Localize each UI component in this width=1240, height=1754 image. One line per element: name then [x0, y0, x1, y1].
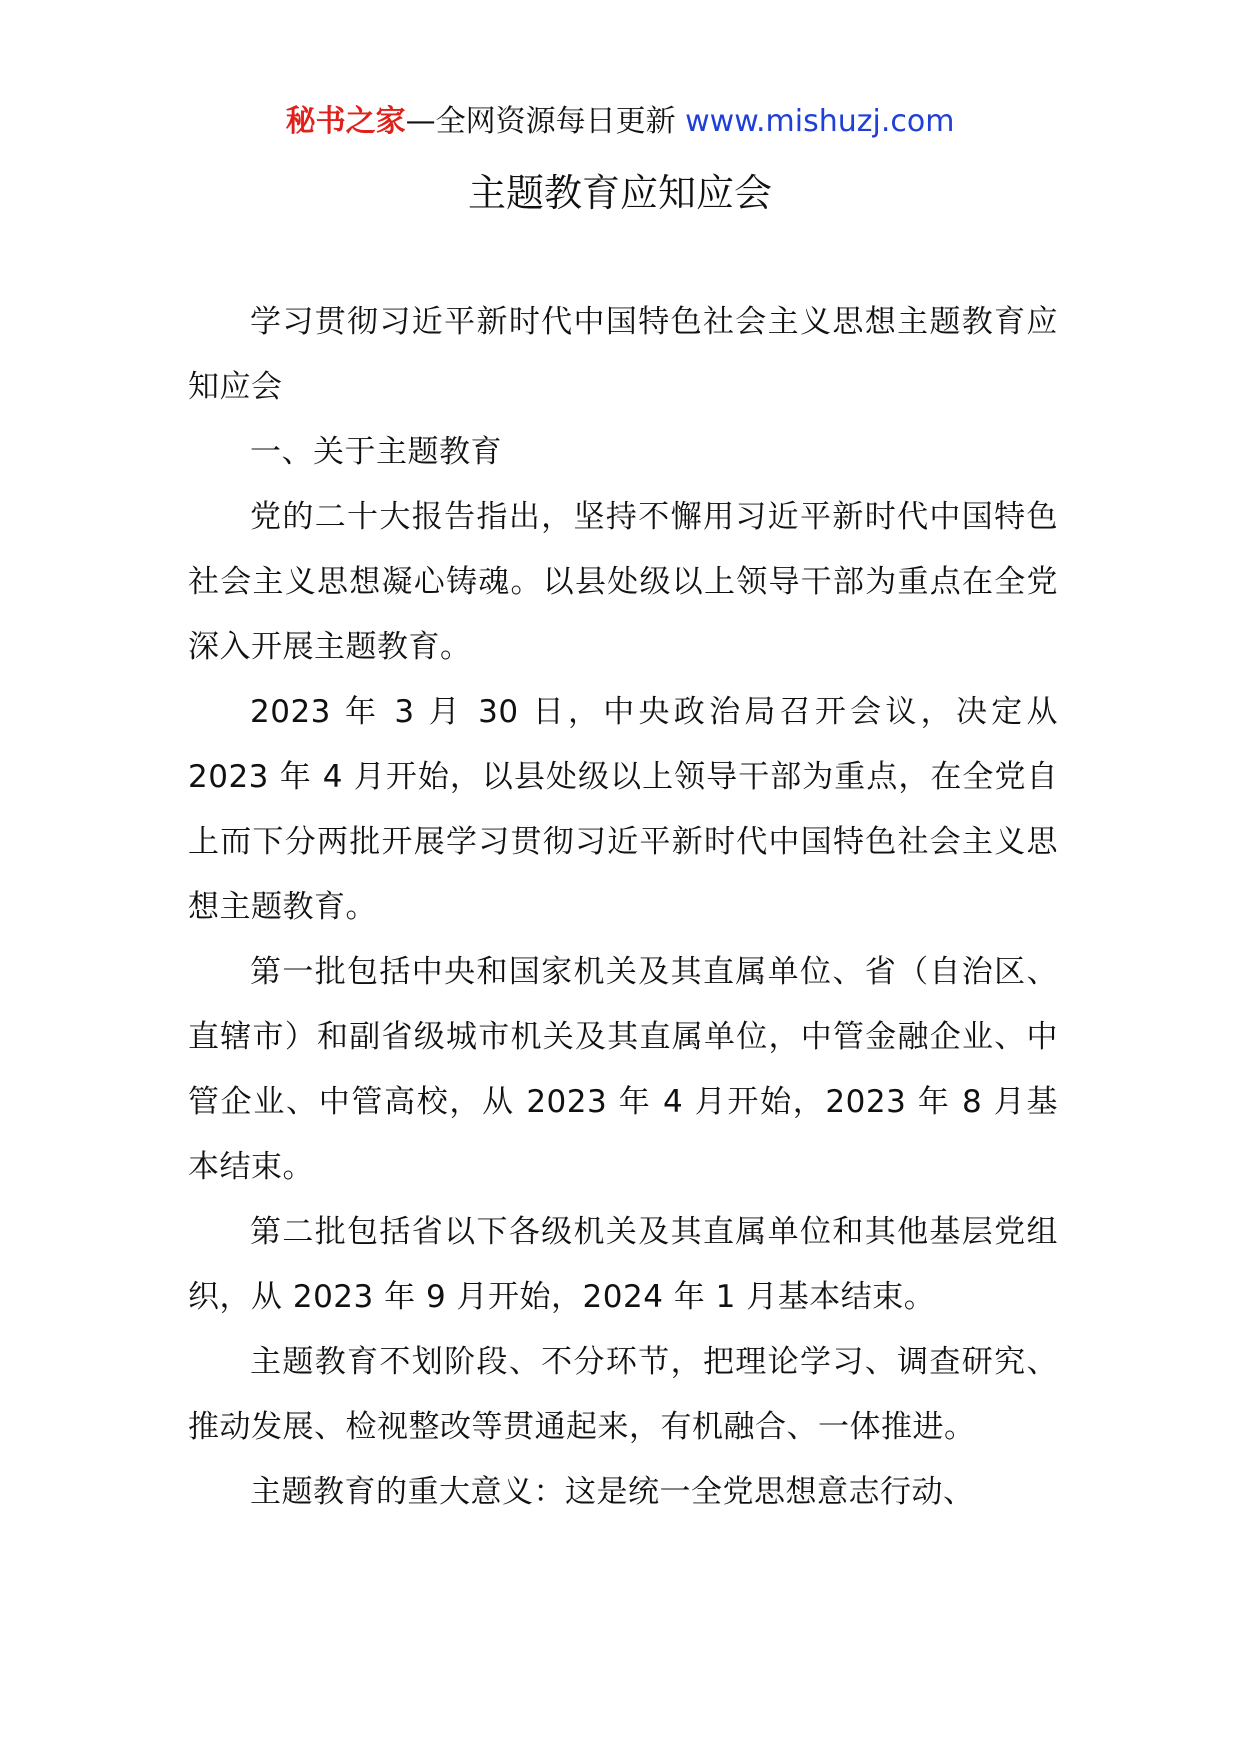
brand-name: 秘书之家	[285, 104, 406, 139]
paragraph: 主题教育的重大意义：这是统一全党思想意志行动、	[250, 1474, 975, 1510]
site-url-link[interactable]: www.mishuzj.com	[685, 104, 955, 139]
header-slogan: —全网资源每日更新	[405, 104, 686, 139]
site-header	[0, 100, 1240, 144]
document-body	[188, 290, 1058, 1525]
section-heading: 一、关于主题教育	[250, 434, 502, 470]
paragraph: 党的二十大报告指出，坚持不懈用习近平新时代中国特色社会主义思想凝心铸魂。以县处级以上领导干部为重点在全党深入开展主题教育。	[188, 499, 1058, 665]
paragraph: 主题教育不划阶段、不分环节，把理论学习、调查研究、推动发展、检视整改等贯通起来，有机融合、一体推进。	[188, 1344, 1058, 1445]
paragraph: 第一批包括中央和国家机关及其直属单位、省（自治区、直辖市）和副省级城市机关及其直属单位，中管金融企业、中管企业、中管高校，从 2023 年 4 月开始，2023 年 8 月基本结束。	[188, 954, 1058, 1185]
paragraph: 第二批包括省以下各级机关及其直属单位和其他基层党组织，从 2023 年 9 月开始，2024 年 1 月基本结束。	[188, 1214, 1058, 1315]
paragraph: 2023 年 3 月 30 日，中央政治局召开会议，决定从 2023 年 4 月开始，以县处级以上领导干部为重点，在全党自上而下分两批开展学习贯彻习近平新时代中国特色社会主义思想主题教育。	[188, 694, 1058, 925]
document-title: 主题教育应知应会	[467, 171, 772, 215]
paragraph-subtitle: 学习贯彻习近平新时代中国特色社会主义思想主题教育应知应会	[188, 304, 1058, 405]
